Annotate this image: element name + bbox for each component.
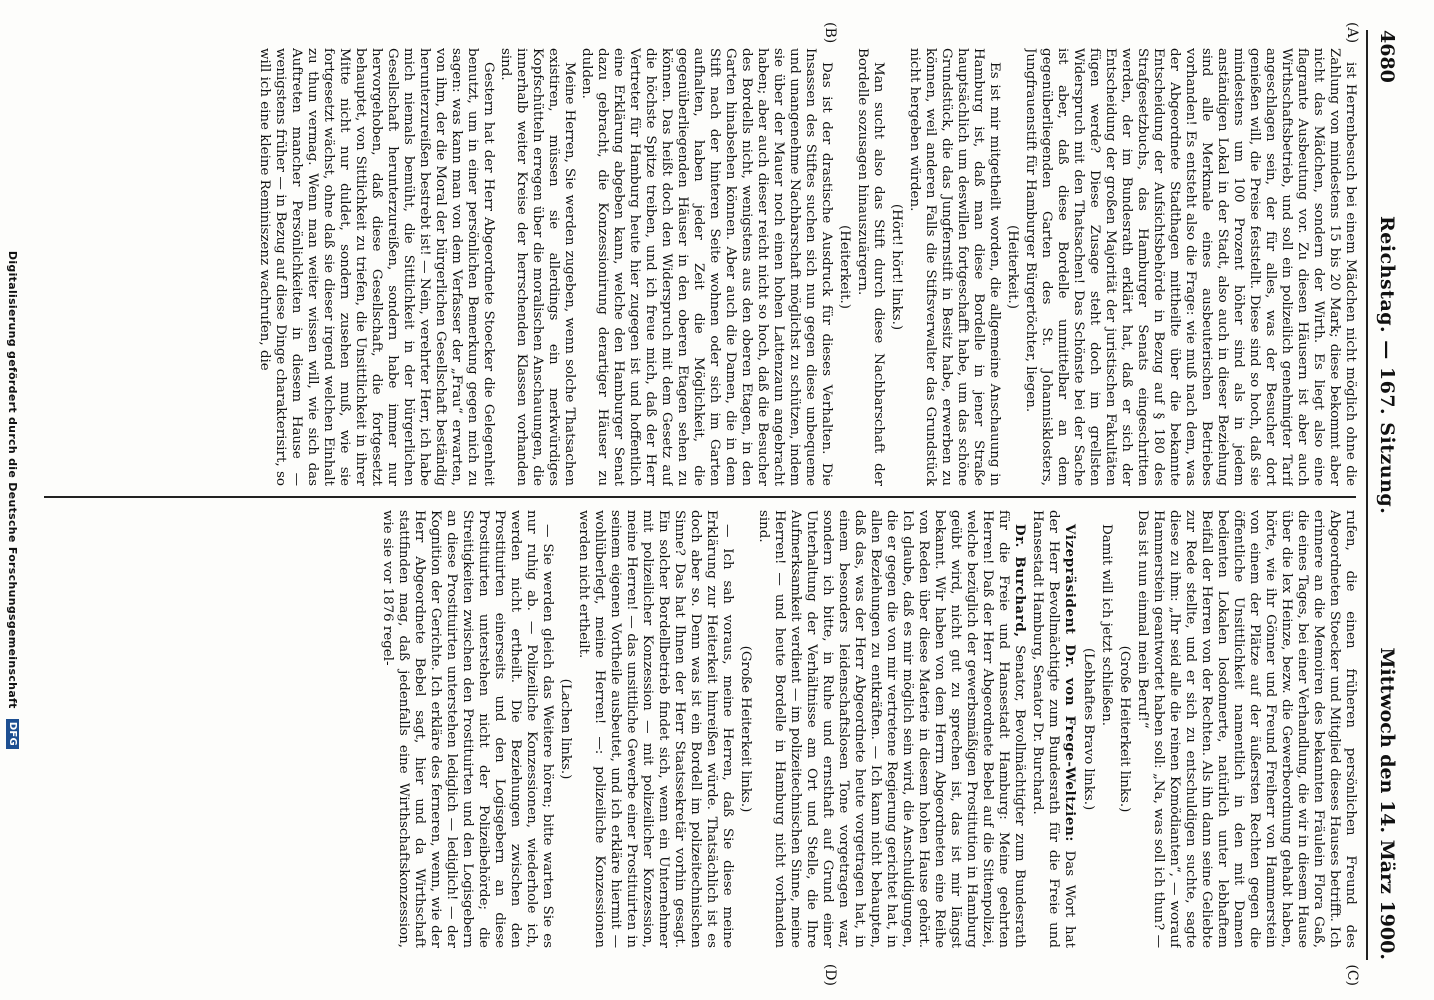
dfg-logo: DFG xyxy=(6,719,19,749)
page-footer xyxy=(6,0,20,1000)
paragraph xyxy=(906,48,1002,486)
paragraph-text: Gestern hat der Herr Abgeordnete Stoecker die Gelegenheit benutzt, um in einer persönlichen Bemerkung gegen mich zu sagen: was kann man von dem Verfasser der „Frau“ erwarten, von ihm, der die Moral der bürgerlichen Gesellschaft beständig herunterzureißen bestrebt ist! — Nein, verehrter Herr, ich habe mich niemals bemüht, die Sittlichkeit in der bürgerlichen Gesellschaft herunterzureißen, sondern habe immer nur hervorgehoben, daß diese Gesellschaft, die fortgesetzt behauptet, von Sittlichkeit zu triefen, die Unsittlichkeit in ihrer Mitte nicht nur duldet, sondern zusehen muß, wie sie fortgesetzt wächst, ohne daß sie dieser irgend welchen Einhalt zu thun vermag. Wenn man weiter wissen will, wie sich das Auftreten mancher Persönlichkeiten in diesem Hause — wenigstens früher — in Bezug auf diese Dinge charakterisirt, so will ich eine kleine Reminiszenz wachrufen, die xyxy=(257,48,496,486)
paragraph-text: (Heiterkeit.) xyxy=(837,225,852,309)
column-divider xyxy=(44,496,1356,498)
margin-mark-b: (B) xyxy=(822,22,838,44)
paragraph xyxy=(755,510,1028,948)
paragraph-text: Es ist mir mitgetheilt worden, die allgemeine Anschauung in Hamburg ist, daß man diese Bordelle in jener Straße hauptsächlich um deswillen fortgeschafft habe, um das schöne Grundstück, die das Jungfernstift in Besitz habe, erwerben zu können, weil anderen Falls die Stiftsverwalter das Grundstück nicht hergeben würden. xyxy=(907,48,1002,486)
paragraph-text: Meine Herren, Sie werden zugeben, wenn solche Thatsachen existiren, müssen sie allerdings ein merkwürdiges Kopfschütteln erregen über die moralischen Anschauungen, die innerhalb weiter Kreise der herrschenden Klassen vorhanden sind. xyxy=(498,48,577,486)
paragraph-text: (Lebhaftes Bravo links.) xyxy=(1081,647,1096,811)
stage-direction xyxy=(1080,510,1096,948)
paragraph-text: ist Herrenbesuch bei einem Mädchen nicht möglich ohne die Zahlung von mindestens 15 bis 20 Mark; diese bekommt aber nicht das Mädchen, sondern der Wirth. Es liegt also eine flagrante Ausbeutung vor. Zu diesen Häusern ist aber auch Wirthschaftsbetrieb, und soll ein polizeilich genehmigter Tarif angeschlagen sein, der für alles, was der Besucher dort genießen will, die Preise feststellt. Diese sind so hoch, daß sie mindestens um 100 Prozent höher sind als in jedem anständigen Lokal in der Stadt, also auch in dieser Beziehung sind alle Merkmale eines ausbeuterischen Betriebes vorhanden! Es entsteht also die Frage: wie muß nach dem, was der Abgeordnete Stadthagen mittheilte über die bekannte Entscheidung der Aufsichtsbehörde in Bezug auf § 180 des Strafgesetzbuchs, das Hamburger Senats eingeschritten werden, der im Bundesrath erklärt hat, daß er sich der Entscheidung der großen Majorität der juristischen Fakultäten fügen werde? Diese Zusage steht doch im grellsten Widerspruch mit den Thatsachen! Das Schönste bei der Sache ist aber, daß diese Bordelle unmittelbar an dem gegenüberliegenden Garten des St. Johannisklosters, Jungfrauenstift für Hamburger Bürgertöchter, liegen. xyxy=(1023,48,1358,486)
stage-direction xyxy=(1004,48,1020,486)
margin-mark-a: (A) xyxy=(1344,22,1360,44)
funding-note: Digitalisierung gefördert durch die Deutsche Forschungsgemeinschaft xyxy=(6,250,20,709)
session-date: Mittwoch den 14. März 1900. xyxy=(1376,647,1398,960)
paragraph xyxy=(854,48,886,486)
left-text-column xyxy=(40,48,1358,486)
paragraph xyxy=(1022,48,1358,486)
paragraph-text: Das ist der drastische Ausdruck für dieses Verhalten. Die Insassen des Stiftes suchen sich nun gegen diese unbequeme und unangenehme Nachbarschaft möglichst zu schützen, indem sie über der Mauer noch einen hohen Lattenzaun angebracht haben; aber auch dieser reicht nicht so hoch, daß die Besucher des Bordells nicht, wenigstens aus den oberen Etagen, in den Garten hinabsehen können. Aber auch die Damen, die in dem Stift nach der hinteren Seite wohnen oder sich im Garten aufhalten, haben jeder Zeit die Möglichkeit, die gegenüberliegenden Häuser in den oberen Etagen sehen zu können. Das heißt doch den Widerspruch mit dem Gesetz auf die höchste Spitze treiben, und ich freue mich, daß der Herr Vertreter für Hamburg heute hier zugegen ist und hoffentlich eine Erklärung abgeben kann, welche den Hamburger Senat dazu gebracht, die Konzessionirung derartiger Häuser zu dulden. xyxy=(579,48,834,486)
margin-mark-c: (C) xyxy=(1344,964,1360,986)
stage-direction xyxy=(888,48,904,486)
stage-direction xyxy=(737,510,753,948)
paragraph-text: Man sucht also das Stift durch diese Nachbarschaft der Bordelle sozusagen hinauszuärgern. xyxy=(855,48,886,486)
paragraph xyxy=(497,48,577,486)
page-number: 4680 xyxy=(1376,30,1398,83)
paragraph-text: Damit will ich jetzt schließen. xyxy=(1099,524,1114,726)
paragraph-text: (Heiterkeit.) xyxy=(1005,225,1020,309)
paragraph-text: (Große Heiterkeit links.) xyxy=(1117,645,1132,813)
paragraph xyxy=(1098,510,1114,948)
right-text-column xyxy=(40,510,1358,948)
header-rule xyxy=(1366,30,1368,960)
paragraph-text: Senator, Bevollmächtigter zum Bundesrath für die Freie und Hansestadt Hamburg: Meine geehrten Herren! Daß der Herr Abgeordnete Bebel auf die Sittenpolizei, welche bezüglich der gewerbsmäßigen Prostitution in Hamburg geübt wird, nicht gut zu sprechen ist, das ist mir längst bekannt. Wir haben von dem Herrn Abgeordneten eine Reihe von Reden über diese Materie in diesem hohen Hause gehört. Ich glaube, daß es mir möglich sein wird, die Anschuldigungen, die er gegen die von mir vertretene Regierung gerichtet hat, in allen Beziehungen zu entkräften. — Ich kann nicht behaupten, daß das, was der Herr Abgeordnete heute vorgetragen hat, in einem besonders leidenschaftslosen Tone vorgetragen war, sondern ich bitte, in Ruhe und ernsthaft auf Grund einer Unterhaltung der Verhältnisse am Ort und Stelle, die Ihre Aufmerksamkeit verdient — im polizeitechnischen Sinne, meine Herren! — und heute Bordelle in Hamburg nicht vorhanden sind. xyxy=(756,510,1027,948)
paragraph-text: (Hört! hört! links.) xyxy=(889,203,904,331)
paragraph xyxy=(578,48,834,486)
paragraph xyxy=(1134,510,1358,948)
page-header xyxy=(1370,30,1404,960)
paragraph-text: Das Wort hat der Herr Bevollmächtigte zum Bundesrath für die Freie und Hansestadt Hamburg, Senator Dr. Burchard. xyxy=(1030,510,1077,948)
paragraph-text: — Ich sah voraus, meine Herren, daß Sie diese meine Erklärung zur Heiterkeit hinreißen würde. Thatsächlich ist es doch aber so. Denn was ist ein Bordell im polizeitechnischen Sinne? Das hat Ihnen der Herr Staatssekretär vorhin gesagt. Ein solcher Bordellbetrieb findet sich, wenn ein Unternehmer mit polizeilicher Konzession — mit polizeilicher Konzession, meine Herren! — das unsittliche Gewerbe einer Prostituirten in seinem eigenen Vortheile ausbeutet, und ich erkläre hiermit — wohlüberlegt, meine Herren! —: polizeiliche Konzessionen werden nicht ertheilt. xyxy=(576,510,735,948)
paragraph-text: (Große Heiterkeit links.) xyxy=(738,645,753,813)
speaker-name: Vizepräsident Dr. von Frege-Weltzien: xyxy=(1062,524,1078,842)
paragraph-text: — Sie werden gleich das Weitere hören; bitte warten Sie es nur ruhig ab. — Polizeiliche Konzessionen, wiederhole ich, werden nicht ertheilt. Die Beziehungen zwischen den Prostituirten einerseits und den Logisgebern an diese Prostituirten unterstehen nicht der Polizeibehörde; die Streitigkeiten zwischen den Prostituirten und den Logisgebern an diese Prostituirten unterstehen lediglich — lediglich! — der Kognition der Gerichte. Ich erkläre des ferneren, wenn, wie der Herr Abgeordnete Bebel sagt, hier und da Wirthschaft stattfinden mag, daß jedenfalls eine Wirthschaftskonzession, wie sie vor 1876 regel- xyxy=(380,510,555,948)
paragraph xyxy=(256,48,496,486)
speaker-name: Dr. Burchard, xyxy=(1012,524,1028,638)
margin-mark-d: (D) xyxy=(822,963,838,986)
paragraph-text: rufen, die einen früheren persönlichen Freund des Abgeordneten Stoecker und Mitglied dieses Hauses betrifft. Ich erinnere an die Memoiren des bekannten Fräulein Flora Gaß, die eines Tages, bei einer Verhandlung, die wir in diesem Hause über die lex Heinze, bezw. die Gewerbeordnung gehabt haben, hörte, wie ihr Gönner und Freund Freiherr von Hammerstein von einem der Plätze auf der äußersten Rechten gegen die öffentliche Unsittlichkeit namentlich in den mit Damen bedienten Lokalen losdonnerte, natürlich unter lebhaftem Beifall der Herren von der Rechten. Als ihn dann seine Geliebte zur Rede stellte, und er sich zu entschuldigen suchte, sagte diese zu ihm: „Ihr seid alle die reinen Komödianten“, — worauf Hammerstein geantwortet haben soll: „Na, was soll ich thun? — Das ist nun einmal mein Beruf!“ xyxy=(1135,510,1358,948)
paragraph xyxy=(1029,510,1078,948)
stage-direction xyxy=(557,510,573,948)
stage-direction xyxy=(1116,510,1132,948)
paragraph xyxy=(379,510,555,948)
paragraph-text: (Lachen links.) xyxy=(558,678,573,780)
stage-direction xyxy=(836,48,852,486)
session-title: Reichstag. — 167. Sitzung. xyxy=(1376,216,1398,515)
paragraph xyxy=(575,510,735,948)
